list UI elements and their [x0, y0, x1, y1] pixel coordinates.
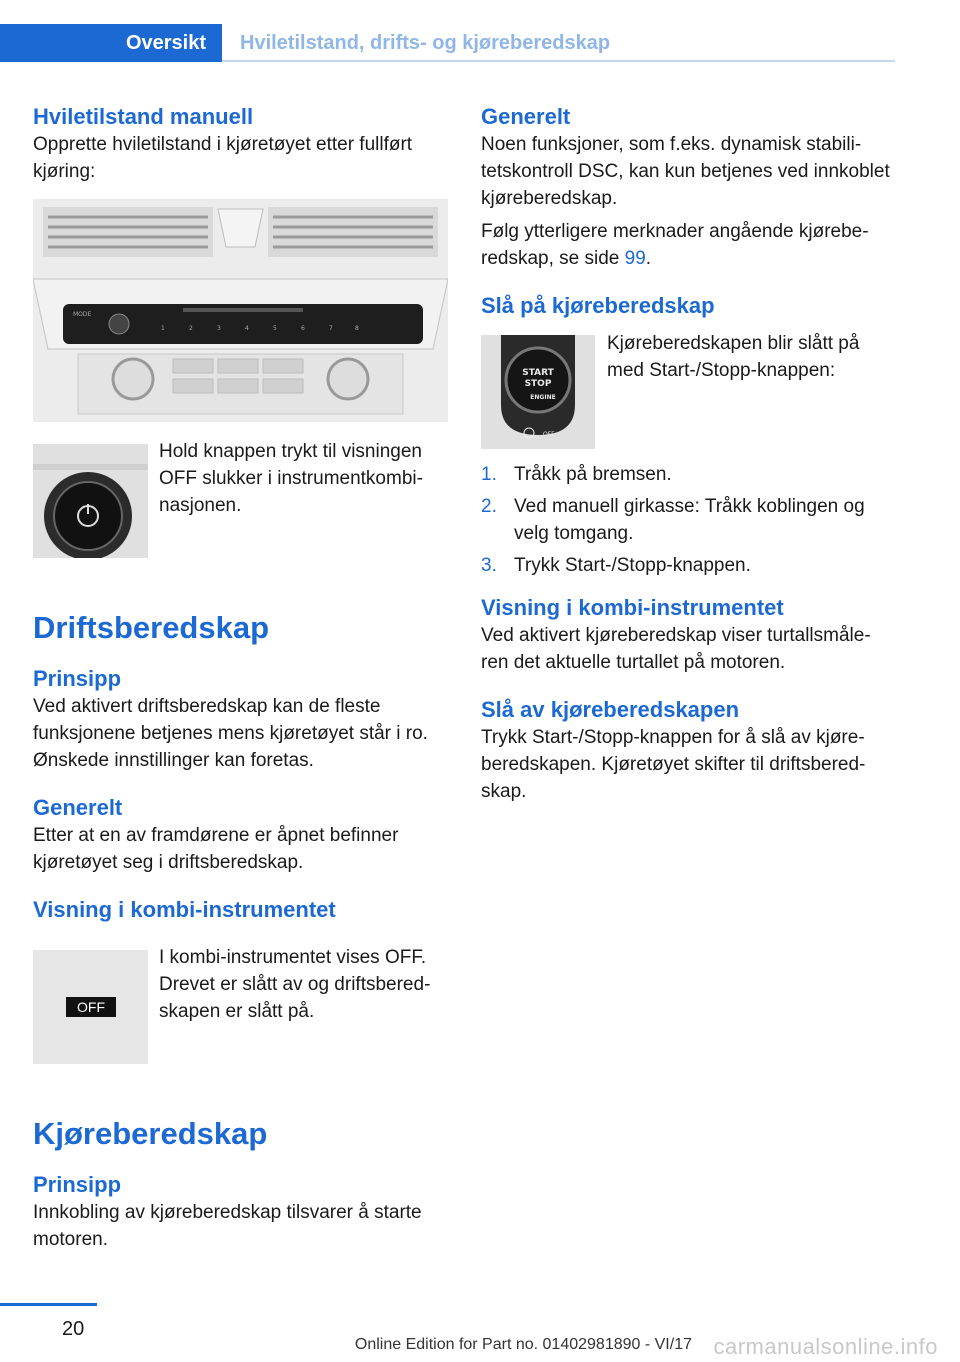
right-column [481, 103, 891, 320]
subheading-prinsipp-2: Prinsipp [33, 1172, 122, 1197]
left-column [33, 103, 448, 185]
svg-text:MODE: MODE [73, 311, 92, 318]
list-item [481, 493, 891, 547]
tab-oversikt[interactable]: Oversikt [0, 24, 222, 62]
page-link-99[interactable]: 99 [624, 248, 646, 269]
svg-text:1: 1 [161, 325, 165, 332]
svg-text:3: 3 [217, 325, 221, 332]
paragraph-generelt: Etter at en av framdørene er åpnet befinner kjøretøyet seg i driftsberedskap. [33, 825, 399, 873]
svg-text:4: 4 [245, 325, 249, 332]
header-divider [222, 60, 895, 62]
sla-pa-description: Kjøreberedskapen blir slått på med Start-/Stopp-knappen: [607, 333, 860, 381]
steps-section [481, 461, 891, 805]
off-indicator: OFF [66, 997, 116, 1017]
subheading-sla-pa: Slå på kjøreberedskap [481, 293, 715, 318]
paragraph-note [481, 218, 891, 272]
svg-text:7: 7 [329, 325, 333, 332]
header-bar [0, 24, 895, 62]
paragraph-sla-av: Trykk Start-/Stopp-knappen for å slå av kjøreberedskapen. Kjøretøyet skifter til driftsberedskap. [481, 727, 866, 802]
start-stop-button-image [481, 335, 595, 449]
step-text: Tråkk på bremsen. [514, 464, 672, 485]
heading-kjoreberedskap: Kjøreberedskap [33, 1116, 268, 1151]
step-number: 3. [481, 555, 497, 576]
button-label-engine: ENGINE [530, 394, 556, 401]
kjoreberedskap-section [33, 1115, 453, 1253]
svg-text:2: 2 [189, 325, 193, 332]
paragraph-prinsipp: Ved aktivert driftsberedskap kan de fleste funksjonene betjenes mens kjøretøyet står i ro. Ønskede innstillinger kan foretas. [33, 696, 428, 771]
button-label-start: START [522, 368, 554, 378]
paragraph-generelt-right: Noen funksjoner, som f.eks. dynamisk stabilitetskontroll DSC, kan kun betjenes ved innkoblet kjøreberedskap. [481, 134, 890, 209]
svg-text:5: 5 [273, 325, 277, 332]
paragraph-visning-right: Ved aktivert kjøreberedskap viser turtallsmåleren det aktuelle turtallet på motoren. [481, 625, 871, 673]
page-number: 20 [62, 1318, 85, 1340]
paragraph-prinsipp-2: Innkobling av kjøreberedskap tilsvarer å starte motoren. [33, 1202, 422, 1250]
step-number: 1. [481, 464, 497, 485]
subheading-visning: Visning i kombi-instrumentet [33, 897, 336, 922]
list-item [481, 461, 891, 488]
subheading-prinsipp: Prinsipp [33, 666, 122, 691]
steps-list [481, 461, 891, 579]
note-text: Følg ytterligere merknader angående kjøreberedskap, se side [481, 221, 869, 269]
visning-description: I kombi-instrumentet vises OFF. Drevet er slått av og driftsberedskapen er slått på. [159, 947, 431, 1022]
note-suffix: . [645, 248, 652, 269]
tab-chapter-title[interactable]: Hviletilstand, drifts- og kjøreberedskap [240, 31, 611, 54]
power-knob-image [33, 444, 148, 558]
subheading-sla-av: Slå av kjøreberedskapen [481, 697, 740, 722]
section-title-hviletilstand: Hviletilstand manuell [33, 104, 254, 129]
svg-text:6: 6 [301, 325, 305, 332]
driftsberedskap-section [33, 609, 453, 924]
off-display-image [33, 950, 148, 1064]
step-text: Trykk Start-/Stopp-knappen. [514, 555, 751, 576]
heading-driftsberedskap: Driftsberedskap [33, 610, 270, 645]
edition-text: Online Edition for Part no. 01402981890 - VI/17 [354, 1336, 692, 1353]
subheading-visning-right: Visning i kombi-instrumentet [481, 595, 784, 620]
subheading-generelt-right: Generelt [481, 104, 571, 129]
watermark: carmanualsonline.info [713, 1334, 938, 1359]
subheading-generelt: Generelt [33, 795, 123, 820]
step-text: Ved manuell girkasse: Tråkk koblingen og velg tomgang. [514, 496, 865, 544]
footer-accent-line [0, 1303, 97, 1306]
step-number: 2. [481, 496, 497, 517]
dashboard-image [33, 199, 448, 422]
list-item [481, 552, 891, 579]
knob-instruction: Hold knappen trykt til visningen OFF slukker i instrumentkombinasjonen. [159, 441, 423, 516]
paragraph-hviletilstand: Opprette hviletilstand i kjøretøyet etter fullført kjøring: [33, 134, 413, 182]
button-label-stop: STOP [524, 379, 552, 389]
button-label-off: OFF [543, 431, 555, 438]
svg-text:8: 8 [355, 325, 359, 332]
